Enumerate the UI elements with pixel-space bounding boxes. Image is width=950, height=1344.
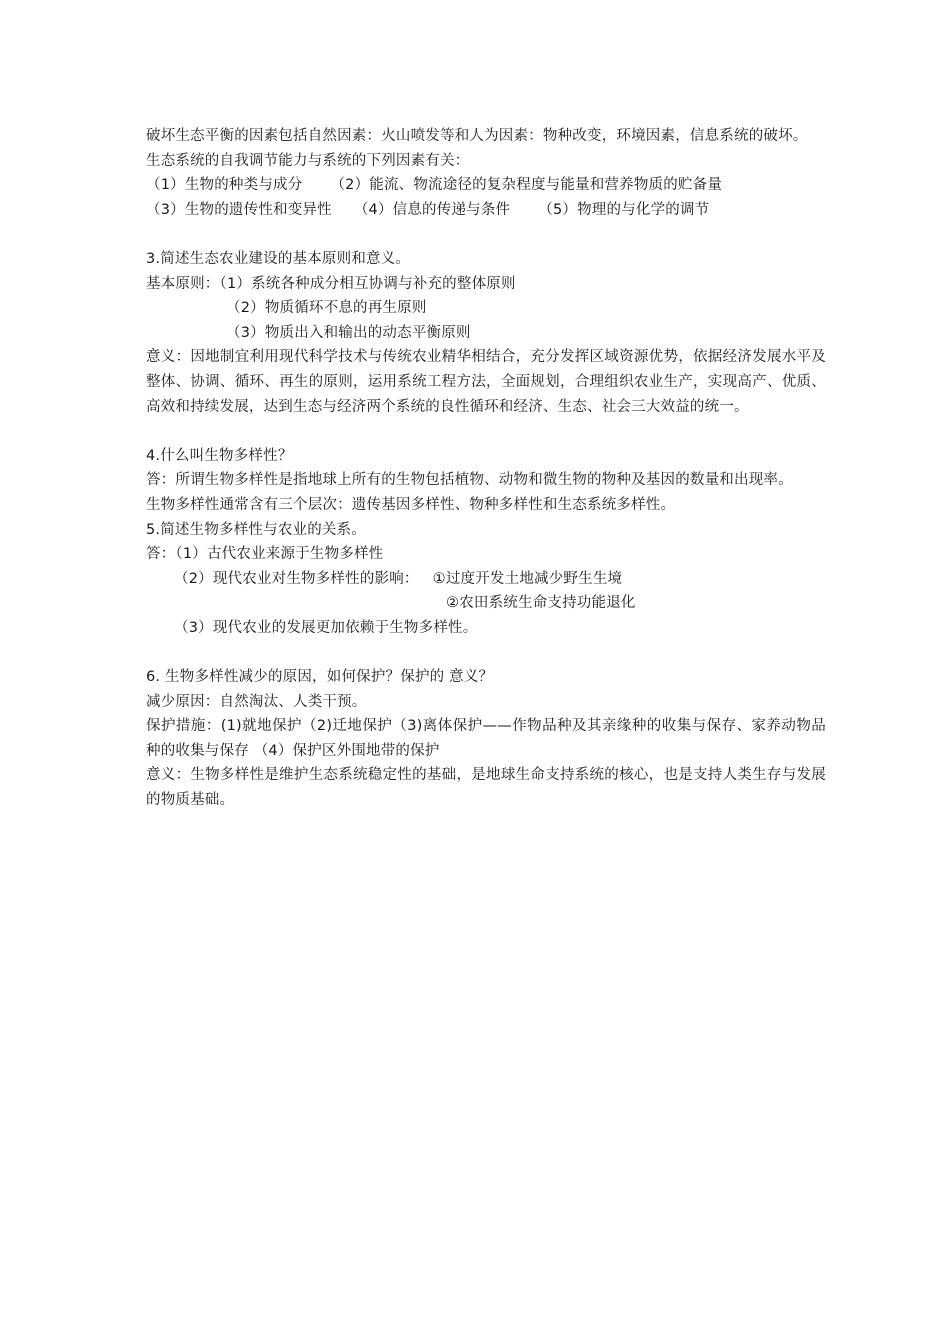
- self-regulation-paragraph: 生态系统的自我调节能力与系统的下列因素有关：: [146, 152, 470, 169]
- principle-3: （3）物质出入和输出的动态平衡原则: [226, 324, 471, 341]
- factors-line-1: [146, 173, 826, 198]
- answer-5-item-1: （1）古代农业来源于生物多样性: [175, 546, 384, 563]
- factor-5: （5）物理的与化学的调节: [538, 201, 710, 218]
- question-4-answer: 答：所谓生物多样性是指地球上所有的生物包括植物、动物和微生物的物种及基因的数量和出现率。: [146, 472, 793, 489]
- question-3-meaning: 意义：因地制宜利用现代科学技术与传统农业精华相结合，充分发挥区域资源优势，依据经济发展水平及整体、协调、循环、再生的原则，运用系统工程方法，全面规划，合理组织农业生产，实现高产、优质、高效和持续发展，达到生态与经济两个系统的良性循环和经济、生态、社会三大效益的统一。: [146, 349, 826, 415]
- principles-label: 基本原则：: [146, 275, 220, 292]
- question-4-title: 4.什么叫生物多样性？: [146, 447, 293, 464]
- answer-5-line-2: [146, 567, 826, 592]
- question-4-levels: 生物多样性通常含有三个层次：遗传基因多样性、物种多样性和生态系统多样性。: [146, 496, 676, 513]
- factor-1: （1）生物的种类与成分: [146, 177, 303, 194]
- question-5-title: 5.简述生物多样性与农业的关系。: [146, 521, 367, 538]
- question-6-meaning: 意义：生物多样性是维护生态系统稳定性的基础，是地球生命支持系统的核心，也是支持人类生存与发展的物质基础。: [146, 767, 826, 809]
- question-6-reasons: 减少原因：自然淘汰、人类干预。: [146, 693, 367, 710]
- question-6-measures: 保护措施：(1)就地保护（2)迁地保护（3)离体保护——作物品种及其亲缘种的收集与保存、家养动物品种的收集与保存 （4）保护区外围地带的保护: [146, 718, 826, 759]
- spacer: [146, 640, 826, 665]
- answer-5-item-2-2: ②农田系统生命支持功能退化: [446, 595, 636, 612]
- principle-1: （1）系统各种成分相互协调与补充的整体原则: [219, 275, 516, 292]
- factor-2: （2）能流、物流途径的复杂程度与能量和营养物质的贮备量: [330, 177, 723, 194]
- answer-5-item-2: （2）现代农业对生物多样性的影响：: [174, 570, 419, 587]
- question-6-title: 6. 生物多样性减少的原因，如何保护？保护的 意义？: [146, 669, 494, 686]
- answer-label: 答：: [146, 546, 176, 563]
- factor-3: （3）生物的遗传性和变异性: [146, 201, 332, 218]
- answer-5-line-1: [146, 542, 826, 567]
- answer-5-item-2-1: ①过度开发土地减少野生生境: [432, 570, 623, 587]
- answer-5-item-3: （3）现代农业的发展更加依赖于生物多样性。: [174, 619, 478, 636]
- document-body: [146, 124, 826, 813]
- ecological-balance-paragraph: 破坏生态平衡的因素包括自然因素：火山喷发等和人为因素：物种改变，环境因素，信息系统的破坏。: [146, 128, 808, 144]
- principles-line-1: [146, 272, 826, 297]
- spacer: [146, 419, 826, 444]
- question-3-title: 3.简述生态农业建设的基本原则和意义。: [146, 250, 411, 267]
- spacer: [146, 222, 826, 247]
- factors-line-2: [146, 198, 826, 223]
- factor-4: （4）信息的传递与条件: [353, 201, 511, 218]
- principle-2: （2）物质循环不息的再生原则: [226, 300, 427, 317]
